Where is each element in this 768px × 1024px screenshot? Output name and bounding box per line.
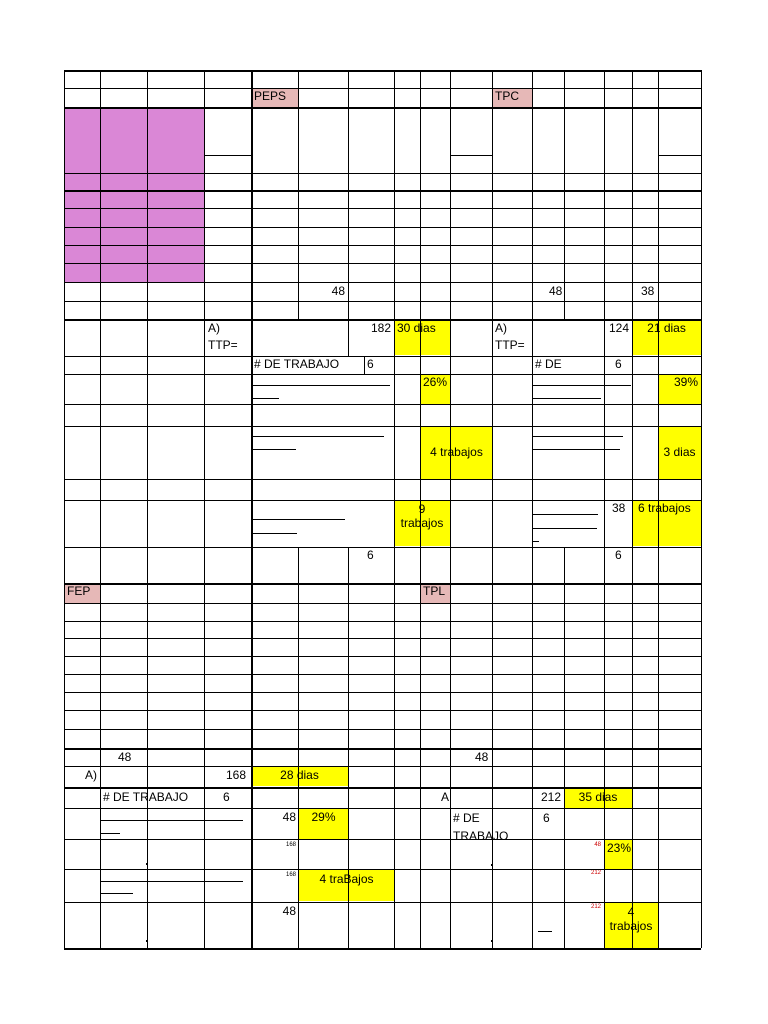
grid-vline [632,70,633,319]
grid-hline [64,500,701,501]
grid-hline [533,398,601,399]
grid-vline [658,319,659,583]
grid-vline [450,70,451,319]
tpl-num-trabajo-value: 6 [543,811,550,825]
peps-trabajos-result: 4 trabajos [420,426,493,479]
peps-total-48: 48 [331,284,345,298]
grid-hline [64,948,701,950]
grid-hline [64,603,701,604]
tpl-trabajos-result: 4 trabajos [604,903,658,948]
grid-hline [64,674,701,675]
grid-hline [253,519,345,520]
grid-vline [348,70,349,319]
tpl-num-trabajo-label2: TRABAJO [453,829,509,839]
tpl-pct: 23% [604,840,632,870]
grid-hline [64,547,701,548]
tpc-val-38: 38 [612,501,626,515]
grid-hline [298,621,420,622]
grid-hline [64,404,701,405]
fep-total-48: 48 [118,750,132,764]
grid-hline [64,227,701,228]
grid-vline [658,583,659,948]
grid-hline [533,514,598,515]
tpc-trabajos-result: 6 trabajos [632,500,701,546]
peps-pct: 26% [420,374,450,404]
grid-hline [64,190,701,192]
tpc-ttp-a: A) [495,321,507,335]
grid-vline [492,583,493,948]
grid-vline [564,70,565,319]
grid-hline [205,155,251,156]
grid-vline [532,583,533,948]
magenta-block [64,107,204,282]
grid-vline [632,583,633,948]
grid-vline [100,319,101,583]
fep-val-48a: 48 [282,810,296,824]
grid-hline [533,541,539,542]
grid-vline [348,583,349,948]
grid-vline [420,319,421,583]
tpc-total-48: 48 [549,284,563,298]
grid-hline [64,319,701,321]
tpc-num-trabajo-label: # DE [535,357,562,371]
grid-hline [64,426,701,427]
grid-vline [394,319,395,583]
grid-hline [64,692,701,693]
grid-vline [492,319,493,583]
fep-ttp-result: 28 dias [251,767,348,786]
tpc-pct: 39% [658,374,701,404]
grid-vline [394,583,395,948]
grid-hline [64,245,701,246]
tpl-a-label: A [441,790,450,804]
grid-hline [64,638,701,639]
grid-hline [533,528,597,529]
grid-hline [64,656,701,657]
grid-vline [420,70,421,319]
grid-hline [64,902,701,903]
grid-hline [658,155,701,156]
tpl-label: TPL [420,583,450,603]
grid-vline [632,319,633,583]
grid-hline [253,398,279,399]
grid-vline [298,547,299,583]
grid-hline [64,766,701,767]
peps-num-trabajo-label: # DE TRABAJO [254,357,340,371]
peps-bottom-6: 6 [367,548,374,562]
grid-hline [64,479,701,480]
grid-vline [147,70,148,319]
fep-small-168a: 168 [285,842,296,848]
grid-hline [533,436,623,437]
tpl-ttp-result: 35 dias [564,789,632,808]
grid-vline [204,319,205,583]
fep-num-trabajo-value: 6 [223,790,230,804]
tpl-small-212b: 212 [590,904,601,910]
tpc-ttp-result: 21 dias [632,320,701,355]
grid-vline [604,70,605,319]
fep-num-trabajo-label: # DE TRABAJO [103,790,189,804]
grid-hline [64,263,701,264]
grid-hline [253,449,296,450]
grid-vline [251,583,253,948]
grid-vline [450,583,451,948]
grid-vline [532,319,533,583]
grid-vline [564,547,565,583]
fep-trabajos-result: 4 traBajos [299,870,394,901]
fep-val-48b: 48 [282,904,296,918]
grid-hline [64,808,701,809]
fep-small-168b: 168 [285,872,296,878]
tpc-bottom-6: 6 [615,548,622,562]
peps-num-trabajo-value: 6 [367,357,374,371]
grid-hline [533,385,631,386]
peps-ttp-a: A) [208,321,220,335]
grid-hline [253,436,384,437]
grid-hline [64,208,701,209]
grid-hline [64,88,701,89]
grid-hline [101,881,243,882]
tpc-ttp-label: TTP= [495,338,525,352]
grid-vline [348,319,349,356]
grid-hline [64,282,701,283]
grid-hline [64,787,701,789]
grid-vline [701,70,702,948]
grid-hline [101,820,243,821]
grid-hline [64,173,701,174]
grid-vline [604,583,605,948]
grid-hline [538,931,552,932]
grid-vline [658,70,659,319]
fep-label: FEP [64,583,100,603]
peps-ttp-label: TTP= [208,338,238,352]
grid-hline [101,893,133,894]
tpl-small-212a: 212 [590,870,601,876]
grid-vline [204,70,205,319]
fep-ttp-value: 168 [225,768,246,782]
grid-vline [251,319,253,583]
grid-hline [253,533,297,534]
peps-trabajos-result2: 9 trabajos [394,500,450,546]
grid-vline [564,583,565,948]
grid-hline [64,729,701,730]
grid-vline [147,583,148,948]
peps-ttp-value: 182 [370,321,391,335]
grid-hline [64,710,701,711]
tpc-ttp-value: 124 [608,321,629,335]
grid-vline [450,319,451,583]
grid-vline [420,583,421,948]
grid-hline [64,748,701,750]
grid-vline [492,70,493,319]
tpl-small-48: 48 [594,842,601,848]
tpc-total-38: 38 [641,284,655,298]
grid-vline [394,70,395,319]
grid-vline [298,70,299,319]
grid-vline [348,547,349,583]
tpc-dias-result: 3 dias [658,426,701,479]
tpl-total-48: 48 [475,750,489,764]
grid-vline [64,70,65,948]
peps-label: PEPS [251,88,298,107]
grid-hline [64,374,701,375]
grid-vline [147,319,148,583]
grid-hline [64,839,701,840]
peps-ttp-result: 30 dias [394,320,450,355]
grid-hline [64,869,701,870]
grid-vline [364,356,365,374]
tpl-num-trabajo-label1: # DE [453,811,480,825]
fep-a-label: A) [85,768,97,782]
grid-vline [298,583,299,948]
tpc-label: TPC [492,88,532,107]
grid-vline [532,70,533,319]
grid-hline [64,107,701,109]
grid-hline [533,449,620,450]
grid-hline [64,356,701,357]
grid-vline [604,319,605,583]
grid-hline [64,70,701,72]
grid-vline [251,70,253,319]
tpl-ttp-value: 212 [540,790,561,804]
grid-hline [253,385,390,386]
grid-hline [64,301,701,302]
grid-vline [100,70,101,319]
tpc-num-trabajo-value: 6 [615,357,622,371]
fep-pct: 29% [299,809,348,839]
grid-hline [101,833,120,834]
grid-vline [204,583,205,948]
grid-hline [64,583,701,585]
grid-hline [450,155,492,156]
